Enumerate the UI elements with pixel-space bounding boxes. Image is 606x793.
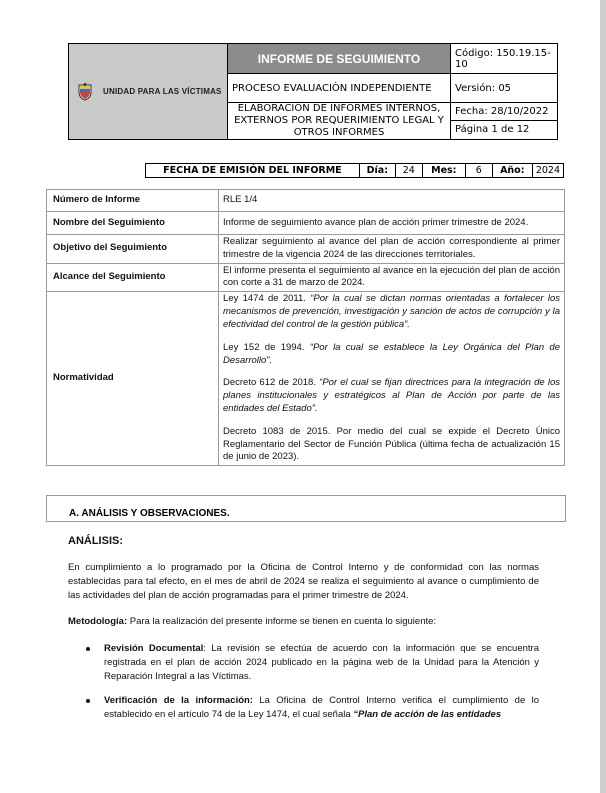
process-name: PROCESO EVALUACIÒN INDEPENDIENTE — [228, 74, 451, 103]
list-item: Verificación de la información: La Oficina de Control Interno verifica el cumplimiento de lo establecido en el artículo 74 de la Ley 1474, el cual señala “Plan de acción de las entidades — [68, 694, 539, 722]
numero-label: Número de Informe — [47, 190, 219, 212]
nombre-value: Informe de seguimiento avance plan de acción primer trimestre de 2024. — [219, 212, 565, 235]
month-value: 6 — [465, 164, 492, 178]
objetivo-label: Objetivo del Seguimiento — [47, 235, 219, 264]
year-label: Año: — [492, 164, 532, 178]
normatividad-value — [219, 292, 565, 466]
list-item: Revisión Documental: La revisión se efectúa de acuerdo con la información que se encuentra registrada en el plan de acción 2024 publicado en la página web de la Unidad para la Atención y Reparación Integral a las Víctimas. — [68, 642, 539, 683]
document-name: ELABORACIÓN DE INFORMES INTERNOS, EXTERNOS POR REQUERIMIENTO LEGAL Y OTROS INFORMES — [228, 103, 451, 140]
document-version: Versión: 05 — [451, 74, 558, 103]
report-title: INFORME DE SEGUIMIENTO — [228, 44, 451, 74]
analysis-heading: ANÁLISIS: — [68, 535, 123, 547]
year-value: 2024 — [532, 164, 563, 178]
coat-of-arms-icon — [75, 82, 95, 102]
unidad-victimas-logo — [69, 82, 227, 102]
analysis-paragraph: En cumplimiento a lo programado por la Oficina de Control Interno y de conformidad con las normas establecidas para tal efecto, en el mes de abril de 2024 se realiza el seguimiento al avance o cumplimiento de las actividades del plan de acción programadas para el primer trimestre de 2024. — [68, 562, 539, 601]
report-info-table — [46, 189, 565, 466]
table-row — [47, 235, 565, 264]
bullet-icon — [86, 647, 90, 651]
table-row — [47, 292, 565, 466]
document-date: Fecha: 28/10/2022 — [451, 103, 557, 121]
section-a-heading — [46, 495, 566, 522]
month-label: Mes: — [422, 164, 465, 178]
nombre-label: Nombre del Seguimiento — [47, 212, 219, 235]
analysis-section — [68, 535, 539, 733]
norm-decreto-1083: Decreto 1083 de 2015. Por medio del cual se expide el Decreto Único Reglamentario del Sector de Función Pública (última fecha de actualización 15 de junio de 2023). — [223, 425, 560, 463]
logo-cell — [69, 44, 228, 140]
document-header — [68, 43, 558, 140]
norm-decreto-612: Decreto 612 de 2018. “Por el cual se fijan directrices para la integración de los planes institucionales y estratégicos al Plan de Acción por parte de las entidades del Estado”. — [223, 377, 560, 414]
day-label: Día: — [359, 164, 395, 178]
alcance-label: Alcance del Seguimiento — [47, 263, 219, 292]
methodology-list — [68, 642, 539, 722]
norm-ley-152: Ley 152 de 1994. “Por la cual se establece la Ley Orgánica del Plan de Desarrollo”. — [223, 341, 560, 366]
alcance-value: El informe presenta el seguimiento al avance en la ejecución del plan de acción con corte a 31 de marzo de 2024. — [219, 263, 565, 292]
bullet-icon — [86, 699, 90, 703]
table-row — [47, 263, 565, 292]
metodologia-paragraph: Metodología: Para la realización del presente informe se tienen en cuenta lo siguiente: — [68, 616, 437, 628]
day-value: 24 — [395, 164, 422, 178]
objetivo-value: Realizar seguimiento al avance del plan de acción correspondiente al primer trimestre de la vigencia 2024 de las direcciones territoriales. — [219, 235, 565, 264]
normatividad-label: Normatividad — [47, 292, 219, 466]
scrollbar-track[interactable] — [600, 0, 606, 793]
table-row — [47, 190, 565, 212]
section-a-title: A. ANÁLISIS Y OBSERVACIONES. — [69, 508, 230, 519]
document-code: Código: 150.19.15-10 — [451, 44, 558, 74]
emission-date-table — [145, 163, 564, 178]
page-number: Página 1 de 12 — [455, 124, 530, 135]
norm-ley-1474: Ley 1474 de 2011. “Por la cual se dictan normas orientadas a fortalecer los mecanismos de prevención, investigación y sanción de actos de corrupción y la efectividad del control de la gestión pública”. — [223, 293, 560, 330]
emission-label: FECHA DE EMISIÓN DEL INFORME — [146, 164, 360, 178]
logo-text: UNIDAD PARA LAS VÍCTIMAS — [103, 87, 222, 96]
numero-value: RLE 1/4 — [219, 190, 565, 212]
table-row — [47, 212, 565, 235]
